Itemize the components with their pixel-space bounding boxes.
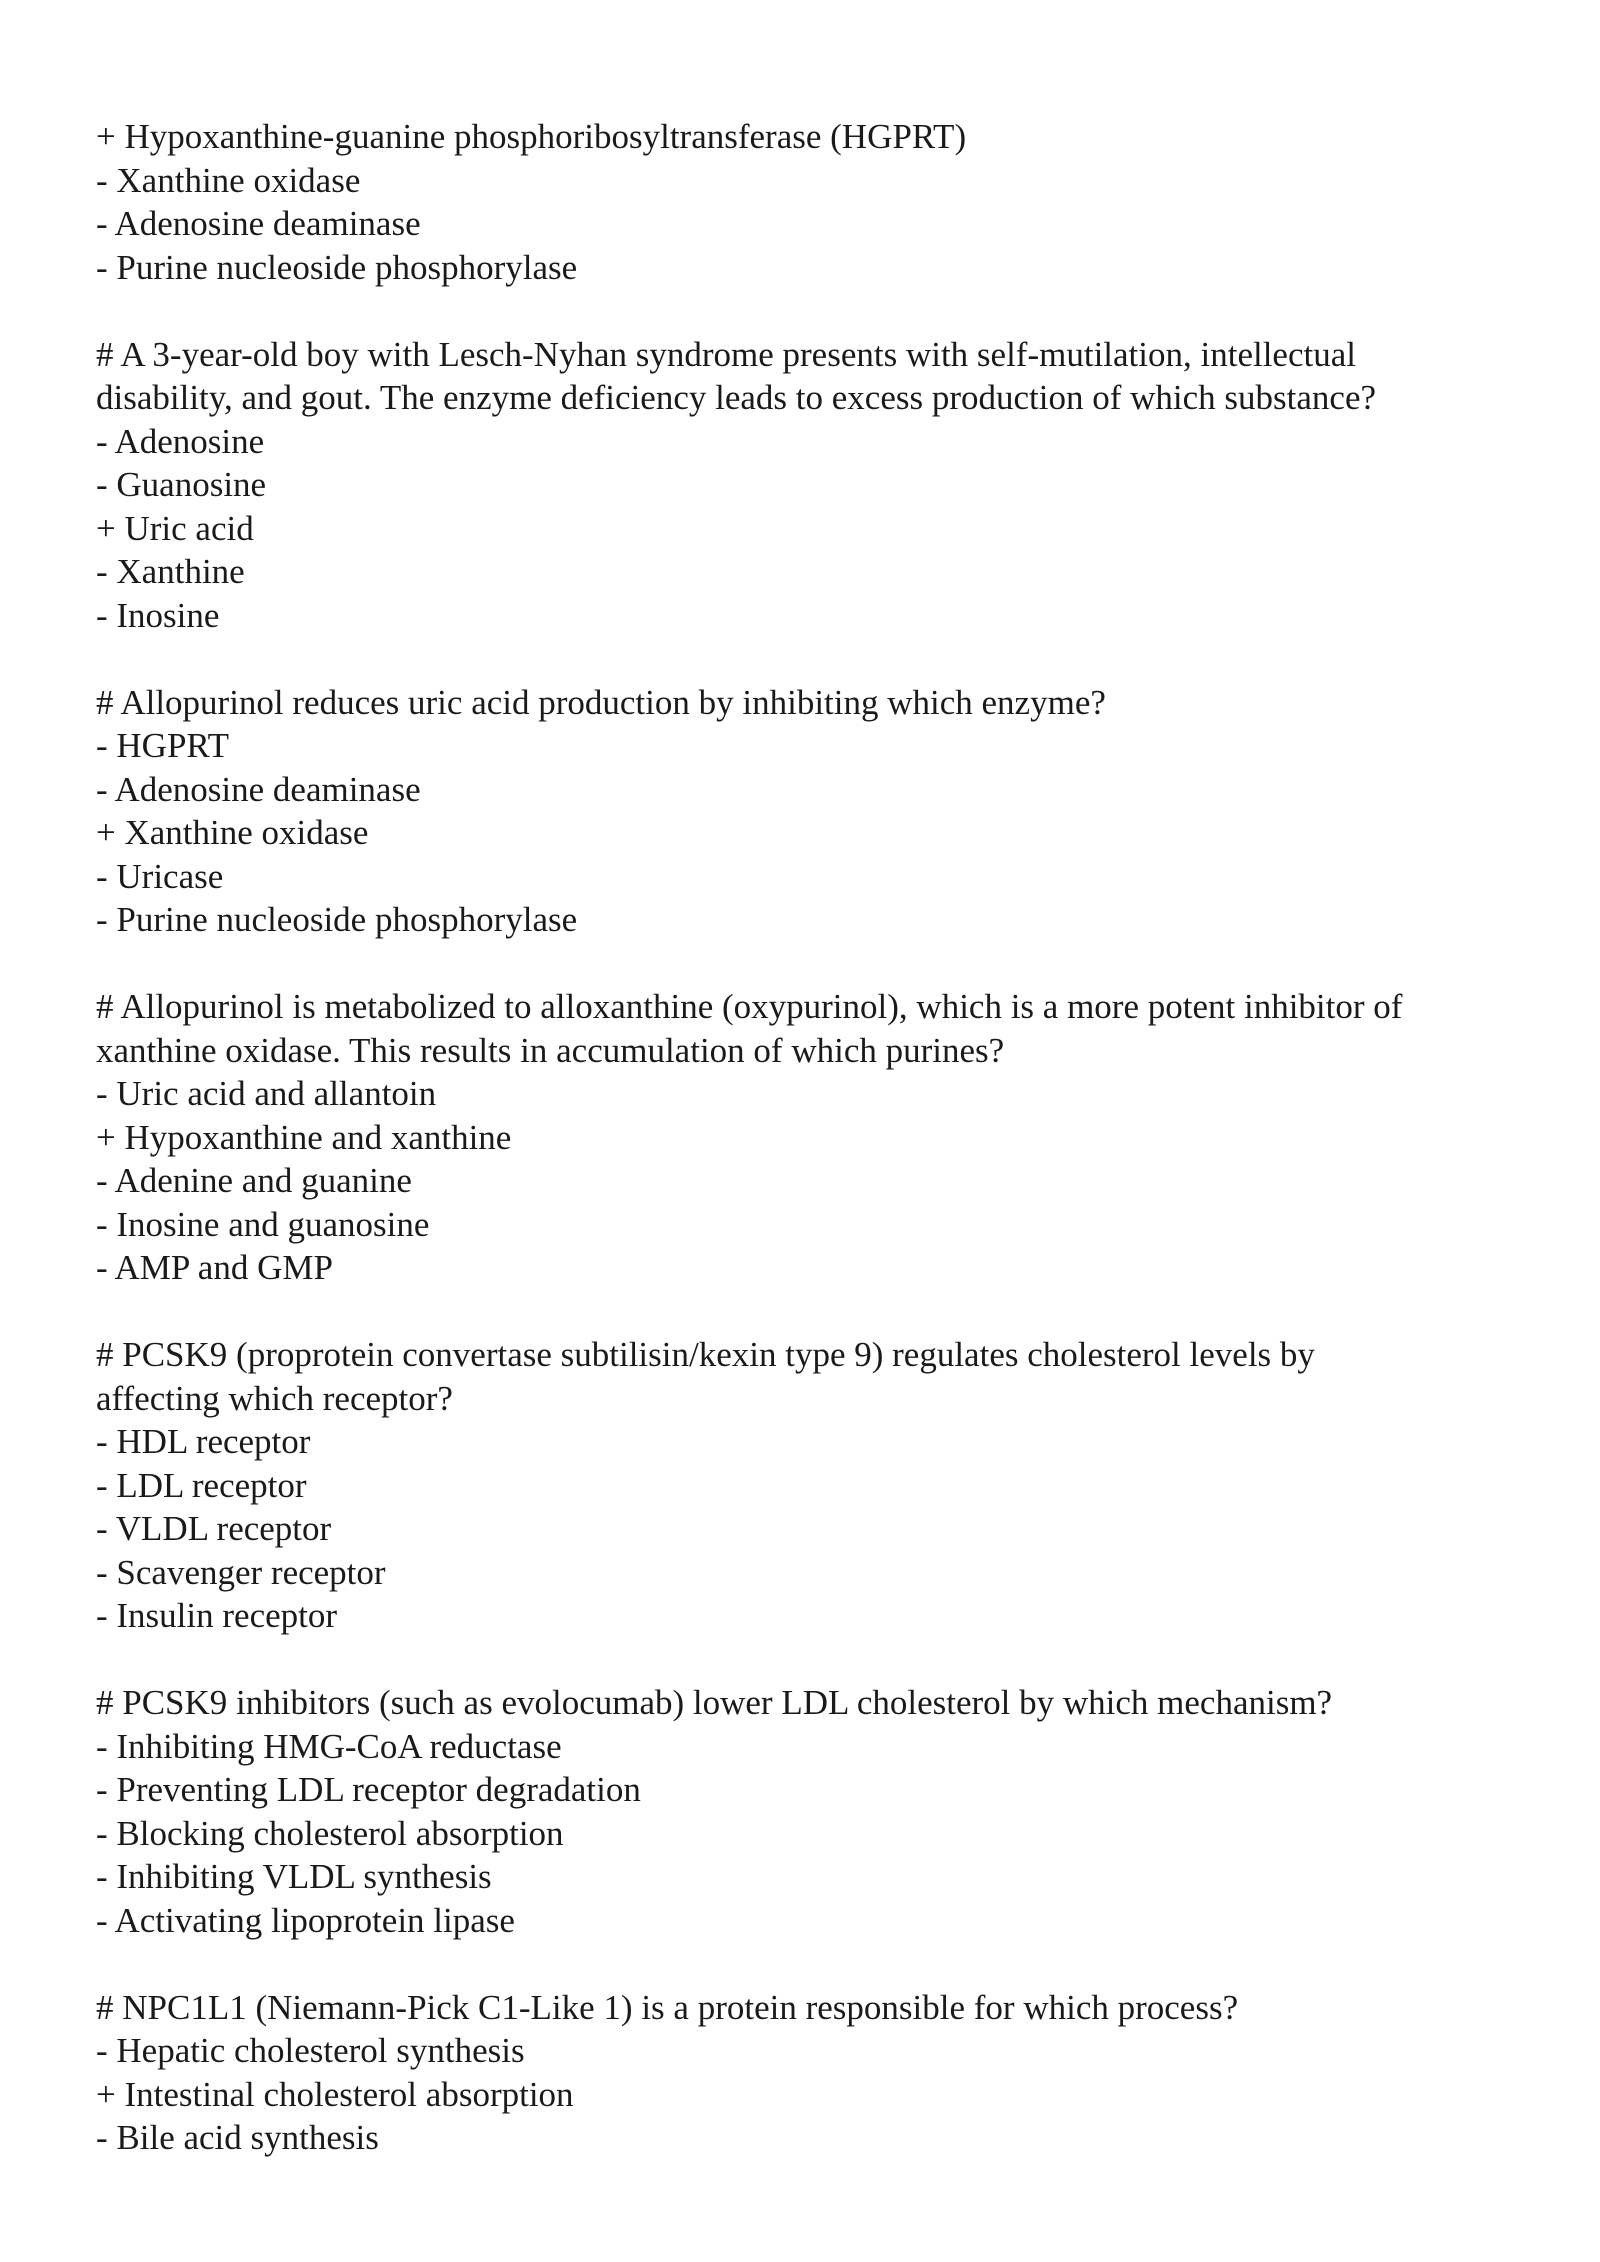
answer-option: + Hypoxanthine and xanthine xyxy=(96,1117,512,1157)
question-text: # PCSK9 inhibitors (such as evolocumab) lower LDL cholesterol by which mechanism? xyxy=(96,1683,1333,1722)
answer-option: - LDL receptor xyxy=(96,1465,307,1505)
question-text: # Allopurinol reduces uric acid production by inhibiting which enzyme? xyxy=(96,682,1106,722)
question-block xyxy=(96,1986,1536,2160)
answer-option: - HDL receptor xyxy=(96,1422,311,1461)
answer-option: + Uric acid xyxy=(96,508,254,548)
answer-option: - Adenosine deaminase xyxy=(96,769,421,809)
question-text: # PCSK9 (proprotein convertase subtilisin/kexin type 9) regulates cholesterol levels by xyxy=(96,1335,1315,1374)
question-text: # Allopurinol is metabolized to alloxanthine (oxypurinol), which is a more potent inhibitor of xyxy=(96,987,1403,1026)
answer-option: - Inosine and guanosine xyxy=(96,1204,430,1244)
answer-option: - Inhibiting VLDL synthesis xyxy=(96,1857,492,1896)
answer-option: - Guanosine xyxy=(96,465,267,504)
answer-option: - Preventing LDL receptor degradation xyxy=(96,1770,641,1809)
answer-option: - Purine nucleoside phosphorylase xyxy=(96,900,578,939)
answer-option: + Intestinal cholesterol absorption xyxy=(96,2074,574,2114)
answer-option: - Xanthine oxidase xyxy=(96,160,361,200)
question-text: # A 3-year-old boy with Lesch-Nyhan syndrome presents with self-mutilation, intellectual xyxy=(96,334,1356,374)
question-block xyxy=(96,1333,1536,1638)
answer-option: - Bile acid synthesis xyxy=(96,2118,379,2157)
answer-option: - Blocking cholesterol absorption xyxy=(96,1813,564,1853)
answer-option: - Hepatic cholesterol synthesis xyxy=(96,2031,525,2070)
question-block xyxy=(96,681,1536,942)
answer-option: - Uric acid and allantoin xyxy=(96,1074,437,1113)
answer-option: - Adenosine xyxy=(96,421,265,461)
answer-option: - Insulin receptor xyxy=(96,1596,338,1635)
document-page xyxy=(96,115,1536,2160)
answer-option: - VLDL receptor xyxy=(96,1509,332,1548)
answer-option: + Hypoxanthine-guanine phosphoribosyltransferase (HGPRT) xyxy=(96,117,967,156)
answer-option: - Purine nucleoside phosphorylase xyxy=(96,247,578,287)
answer-option: + Xanthine oxidase xyxy=(96,813,369,852)
answer-option: - Uricase xyxy=(96,856,224,896)
question-block xyxy=(96,115,1536,289)
answer-option: - Activating lipoprotein lipase xyxy=(96,1900,515,1940)
question-block xyxy=(96,985,1536,1290)
answer-option: - AMP and GMP xyxy=(96,1248,333,1287)
answer-option: - Adenine and guanine xyxy=(96,1161,412,1200)
question-block xyxy=(96,1681,1536,1942)
answer-option: - Scavenger receptor xyxy=(96,1552,386,1592)
answer-option: - Xanthine xyxy=(96,552,245,591)
question-text: affecting which receptor? xyxy=(96,1378,453,1418)
question-text: xanthine oxidase. This results in accumulation of which purines? xyxy=(96,1030,1005,1070)
question-block xyxy=(96,333,1536,638)
answer-option: - Inhibiting HMG-CoA reductase xyxy=(96,1726,562,1766)
answer-option: - Adenosine deaminase xyxy=(96,204,421,243)
answer-option: - HGPRT xyxy=(96,726,230,765)
question-text: # NPC1L1 (Niemann-Pick C1-Like 1) is a protein responsible for which process? xyxy=(96,1987,1239,2027)
question-text: disability, and gout. The enzyme deficiency leads to excess production of which substance? xyxy=(96,378,1377,417)
answer-option: - Inosine xyxy=(96,595,220,635)
